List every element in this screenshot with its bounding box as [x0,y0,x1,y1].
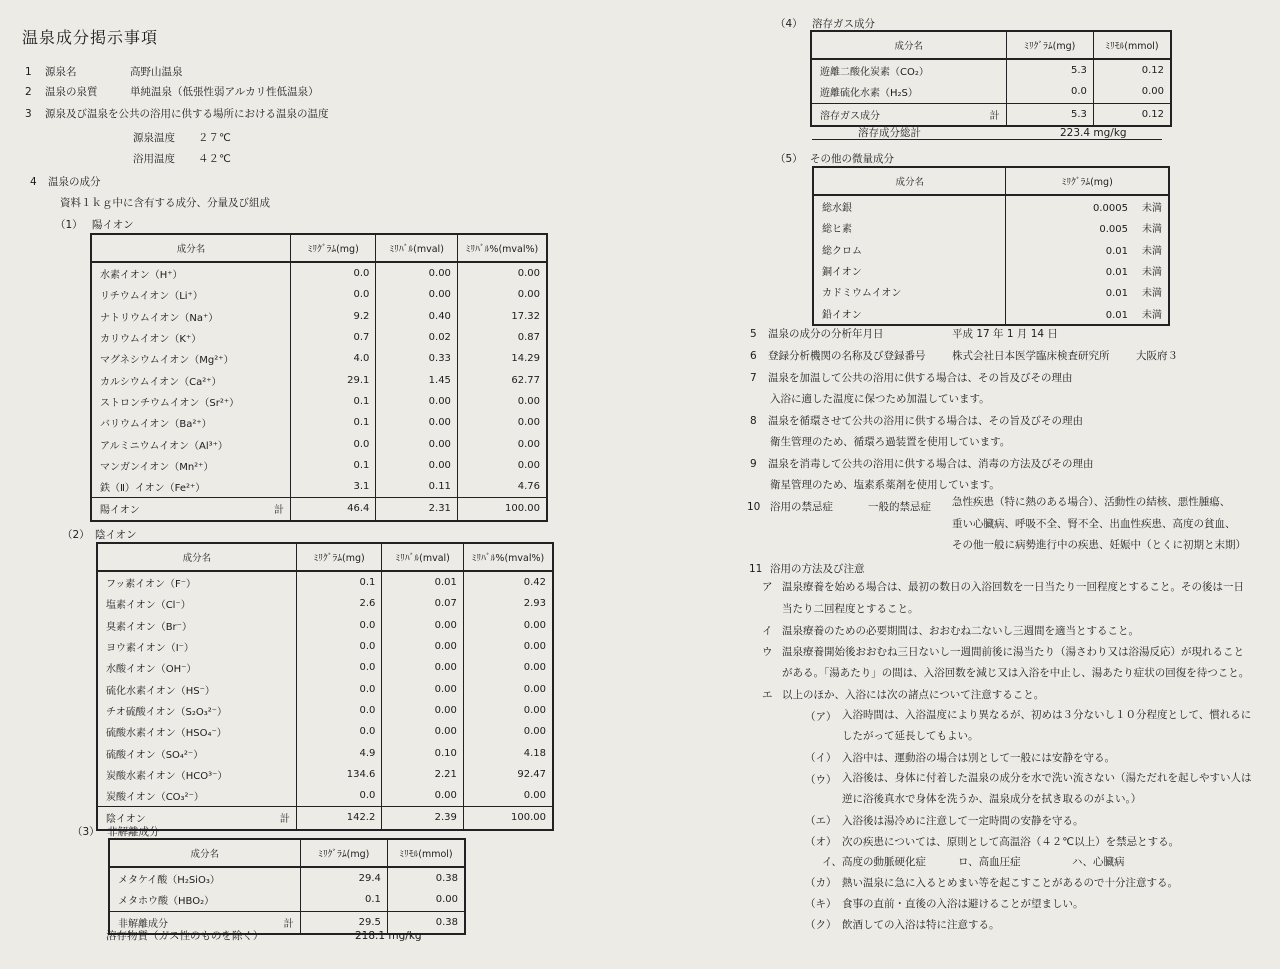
table-cell: 1.45 [376,369,458,390]
table-cell: 鉄（Ⅱ）イオン（Fe²⁺） [100,483,206,495]
trace-qualifier: 未満 [1142,203,1162,215]
table-cell: 0.02 [376,327,458,348]
table-cell: 2.31 [376,498,458,521]
table-cell: 総水銀 [822,203,852,215]
table-cell [1006,281,1169,302]
column-header: ﾐﾘﾊﾞﾙ%(mval%) [463,543,553,571]
note-line: 入浴中は、運動浴の場合は別として一般には安静を守る。 [842,752,1115,764]
table-cell: 水素イオン（H⁺） [100,270,183,282]
item-number: 9 [750,458,757,470]
table-cell: バリウムイオン（Ba²⁺） [100,419,212,431]
column-header: ﾐﾘｸﾞﾗﾑ(mg) [296,543,382,571]
table-cell: 0.1 [290,455,375,476]
table-row [813,281,1169,302]
table-cell: 0.12 [1093,59,1171,81]
table-row [97,764,553,785]
source-name-label: 源泉名 [45,66,77,78]
table-cell: 0.00 [463,678,553,699]
table-cell: 0.00 [376,391,458,412]
note-line: 次の疾患については、原則として高温浴（４２℃以上）を禁忌とする。 [842,836,1180,848]
item-number: 2 [25,86,32,98]
table-row [97,700,553,721]
trace-table [812,166,1170,326]
list-mark: （ア） [805,711,837,723]
item-number: 6 [750,350,757,362]
table-row [91,348,547,369]
source-name-value: 高野山温泉 [130,66,183,78]
contraindication-sub: 一般的禁忌症 [868,501,931,513]
table-cell: 0.0 [296,636,382,657]
table-cell: 9.2 [290,306,375,327]
table-cell: 0.00 [1093,81,1171,103]
table-row [97,657,553,678]
trace-qualifier: 未満 [1142,267,1162,279]
table-cell: 0.10 [382,742,464,763]
table-row [91,369,547,390]
table-cell: 29.5 [300,911,387,934]
table-row [813,195,1169,217]
table-row [91,412,547,433]
table-cell: 硫化水素イオン（HS⁻） [106,685,215,697]
circulation-value: 衛生管理のため、循環ろ過装置を使用しています。 [770,436,1011,448]
list-mark: （オ） [805,836,837,848]
table-cell: 100.00 [457,498,547,521]
contraindication-label: 浴用の禁忌症 [770,501,833,513]
table-cell: 0.40 [376,306,458,327]
table-cell: 0.1 [290,391,375,412]
table-cell: 0.1 [300,889,387,911]
table-cell: 0.0 [296,785,382,807]
table-cell: 0.00 [463,785,553,807]
list-mark: ア [762,581,773,593]
table-cell: リチウムイオン（Li⁺） [100,291,203,303]
column-header: ﾐﾘﾓﾙ(mmol) [387,839,465,867]
table-cell: 0.00 [463,636,553,657]
table-cell: 2.39 [382,807,464,830]
components-label: 温泉の成分 [48,176,101,188]
note-line: がある。「湯あたり」の間は、入浴回数を減じ又は入浴を中止し、湯あたり症状の回復を待つこと。 [782,667,1250,679]
table-cell: 0.00 [382,636,464,657]
table-cell: 0.00 [382,700,464,721]
list-mark: エ [762,689,773,701]
table-cell: 銅イオン [822,267,862,279]
column-header: 成分名 [97,543,296,571]
table-cell: 2.6 [296,593,382,614]
table-cell: 29.4 [300,867,387,889]
section-number: （2） [62,529,90,541]
table-cell: 0.0 [296,657,382,678]
table-row [109,889,465,911]
item-number: 7 [750,372,757,384]
total-label: 陰イオン [106,814,146,826]
table-cell: 0.33 [376,348,458,369]
table-cell: 0.00 [463,721,553,742]
table-cell: 0.1 [290,412,375,433]
table-row [811,59,1171,81]
table-cell: 0.00 [457,262,547,284]
table-cell: 5.3 [1006,59,1093,81]
table-row [813,260,1169,281]
table-cell [1006,302,1169,324]
grand-total-label: 溶存成分総計 [858,127,921,139]
table-cell: 0.7 [290,327,375,348]
heating-value: 入浴に適した温度に保つため加温しています。 [770,393,990,405]
trace-qualifier: 未満 [1142,288,1162,300]
source-temp-value: ２７℃ [198,132,231,144]
table-cell: 4.18 [463,742,553,763]
table-cell: 硫酸イオン（SO₄²⁻） [106,749,204,761]
table-cell: 総ヒ素 [822,224,852,236]
nondiss-table [108,838,466,935]
spring-type-value: 単純温泉（低張性弱アルカリ性低温泉） [130,86,319,98]
table-cell: 0.12 [1093,103,1171,126]
contraindication-line: その他一般に病勢進行中の疾患、妊娠中（とくに初期と末期） [952,539,1246,551]
analysis-date-label: 温泉の成分の分析年月日 [768,328,884,340]
table-cell: 4.76 [457,476,547,498]
table-cell: 0.00 [387,889,465,911]
gas-section-title: 溶存ガス成分 [812,18,875,30]
cation-table [90,233,548,522]
column-header: ﾐﾘｸﾞﾗﾑ(mg) [1006,31,1093,59]
total-label-cell [811,103,1006,126]
table-row [91,476,547,498]
table-cell: 炭酸水素イオン（HCO³⁻） [106,770,228,782]
column-header: ﾐﾘｸﾞﾗﾑ(mg) [1006,167,1169,195]
list-mark: イ [762,625,773,637]
list-mark: （キ） [805,898,837,910]
table-cell: 硫酸水素イオン（HSO₄⁻） [106,728,227,740]
note-line: 温泉療養開始後おおむね三日ないし一週間前後に湯当たり（湯さわり又は浴湯反応）が現れること [782,646,1244,658]
total-mark: 計 [273,505,284,517]
disinfection-label: 温泉を消毒して公共の浴用に供する場合は、消毒の方法及びその理由 [768,458,1094,470]
trace-value: 0.01 [1105,245,1128,257]
column-header: ﾐﾘﾊﾞﾙ(mval) [382,543,464,571]
table-cell: フッ素イオン（F⁻） [106,579,197,591]
table-row [811,81,1171,103]
heating-label: 温泉を加温して公共の浴用に供する場合は、その旨及びその理由 [768,372,1073,384]
table-row [97,742,553,763]
table-cell: 62.77 [457,369,547,390]
total-label: 非解離成分 [118,918,168,930]
item-number: 11 [749,563,763,575]
table-cell: マンガンイオン（Mn²⁺） [100,461,214,473]
table-cell: 0.0 [296,721,382,742]
solute-label: 溶存物質（ガス性のものを除く） [106,930,264,942]
table-row [813,217,1169,238]
table-cell [1006,260,1169,281]
table-row [91,327,547,348]
table-cell: 0.00 [382,657,464,678]
solute-value: 218.1 mg/kg [355,930,422,942]
note-line: 入浴後は湯冷めに注意して一定時間の安静を守る。 [842,815,1084,827]
table-cell: 3.1 [290,476,375,498]
trace-value: 0.005 [1099,224,1128,236]
table-cell: マグネシウムイオン（Mg²⁺） [100,355,234,367]
table-cell: アルミニウムイオン（Al³⁺） [100,440,228,452]
table-cell: 0.00 [382,615,464,636]
item-number: 3 [25,108,32,120]
column-header: ﾐﾘﾓﾙ(mmol) [1093,31,1171,59]
table-cell: ヨウ素イオン（I⁻） [106,643,194,655]
note-line: 温泉療養を始める場合は、最初の数日の入浴回数を一日当たり一回程度とすること。その後は一日 [782,581,1244,593]
table-cell: 炭酸イオン（CO₃²⁻） [106,792,204,804]
table-row [91,455,547,476]
trace-value: 0.01 [1105,288,1128,300]
column-header: ﾐﾘｸﾞﾗﾑ(mg) [300,839,387,867]
trace-qualifier: 未満 [1142,245,1162,257]
contraindication-line: 重い心臓病、呼吸不全、腎不全、出血性疾患、高度の貧血、 [952,518,1236,530]
list-mark: （カ） [805,877,837,889]
trace-qualifier: 未満 [1142,224,1162,236]
disease-item: イ、高度の動脈硬化症 [822,856,927,868]
components-desc: 資料１ｋｇ中に含有する成分、分量及び組成 [60,197,270,209]
trace-section-title: その他の微量成分 [810,153,894,165]
trace-value: 0.0005 [1093,203,1128,215]
total-label-cell [91,498,290,521]
bathing-method-label: 浴用の方法及び注意 [770,563,865,575]
table-cell: 0.0 [290,433,375,454]
table-cell: 総クロム [822,245,862,257]
temperature-label: 源泉及び温泉を公共の浴用に供する場所における温泉の温度 [45,108,329,120]
table-cell: ストロンチウムイオン（Sr²⁺） [100,397,240,409]
table-row [813,302,1169,324]
table-cell: 0.00 [376,433,458,454]
table-cell: 0.00 [376,455,458,476]
table-total-row [811,103,1171,126]
table-row [97,593,553,614]
table-cell: 100.00 [463,807,553,830]
cation-section-title: 陽イオン [92,219,134,231]
table-row [97,678,553,699]
table-cell: 0.1 [296,571,382,593]
table-cell: 0.0 [290,262,375,284]
table-row [97,571,553,593]
table-cell: 0.00 [457,455,547,476]
disinfection-value: 衛星管理のため、塩素系薬剤を使用しています。 [770,479,1000,491]
nondiss-section-title: 非解離成分 [107,826,160,838]
table-cell: 0.11 [376,476,458,498]
table-cell: 0.42 [463,571,553,593]
item-number: 1 [25,66,32,78]
table-cell: 0.38 [387,911,465,934]
table-cell: 0.00 [463,657,553,678]
table-row [97,615,553,636]
table-cell: 0.00 [463,700,553,721]
table-cell: 134.6 [296,764,382,785]
gas-table [810,30,1172,127]
list-mark: ウ [762,646,773,658]
table-cell: 4.0 [290,348,375,369]
table-cell: 0.00 [376,284,458,305]
item-number: 8 [750,415,757,427]
table-cell: 0.00 [457,284,547,305]
table-cell: 遊離硫化水素（H₂S） [820,88,918,100]
table-cell: カドミウムイオン [822,288,902,300]
table-total-row [97,807,553,830]
table-row [97,721,553,742]
total-mark: 計 [279,814,290,826]
table-cell: チオ硫酸イオン（S₂O₃²⁻） [106,706,228,718]
column-header: 成分名 [91,234,290,262]
item-number: 5 [750,328,757,340]
trace-value: 0.01 [1105,267,1128,279]
table-cell: 臭素イオン（Br⁻） [106,621,192,633]
trace-qualifier: 未満 [1142,309,1162,321]
section-number: （1） [55,219,83,231]
section-number: （4） [775,18,803,30]
table-cell: 142.2 [296,807,382,830]
table-cell: 0.0 [296,615,382,636]
note-line: 熱い温泉に急に入るとめまい等を起こすことがあるので十分注意する。 [842,877,1178,889]
table-cell: 0.00 [457,433,547,454]
section-number: （3） [72,826,100,838]
disease-item: ロ、高血圧症 [958,856,1021,868]
list-mark: （ウ） [805,774,837,786]
table-row [91,284,547,305]
total-mark: 計 [989,110,1000,122]
table-cell: カリウムイオン（K⁺） [100,334,202,346]
table-cell: 92.47 [463,764,553,785]
table-total-row [91,498,547,521]
table-cell: 0.00 [376,412,458,433]
note-line: 以上のほか、入浴には次の諸点について注意すること。 [782,689,1045,701]
total-label: 陽イオン [100,505,140,517]
note-line: したがって延長してもよい。 [842,730,979,742]
note-line: 入浴時間は、入浴温度により異なるが、初めは３分ないし１０分程度として、慣れるに [842,709,1252,721]
contraindication-line: 急性疾患（特に熱のある場合）、活動性の結核、悪性腫瘍、 [952,496,1231,508]
table-cell: カルシウムイオン（Ca²⁺） [100,376,222,388]
list-mark: （エ） [805,815,837,827]
total-underline [812,139,1162,140]
total-mark: 計 [283,918,294,930]
table-cell: 0.0 [296,678,382,699]
table-cell: メタホウ酸（HBO₂） [118,896,215,908]
section-number: （5） [775,153,803,165]
table-cell: 5.3 [1006,103,1093,126]
note-line: 逆に浴後真水で身体を洗うか、温泉成分を拭き取るのがよい。） [842,793,1142,805]
circulation-label: 温泉を循環させて公共の浴用に供する場合は、その旨及びその理由 [768,415,1083,427]
item-number: 10 [747,501,761,513]
column-header: ﾐﾘﾊﾞﾙ%(mval%) [457,234,547,262]
table-cell [1006,239,1169,260]
table-cell: 0.0 [290,284,375,305]
table-cell: 塩素イオン（Cl⁻） [106,600,191,612]
table-cell: 鉛イオン [822,309,862,321]
note-line: 温泉療養のための必要期間は、おおむね二ないし三週間を適当とすること。 [782,625,1139,637]
table-cell: 0.07 [382,593,464,614]
anion-section-title: 陰イオン [95,529,137,541]
table-cell: 0.00 [382,678,464,699]
lab-name: 株式会社日本医学臨床検査研究所 [952,350,1110,362]
source-temp-label: 源泉温度 [133,132,175,144]
table-cell: 17.32 [457,306,547,327]
column-header: 成分名 [813,167,1006,195]
item-number: 4 [30,176,37,188]
table-cell [1006,217,1169,238]
list-mark: （イ） [805,752,837,764]
note-line: 食事の直前・直後の入浴は避けることが望ましい。 [842,898,1084,910]
table-cell: メタケイ酸（H₂SiO₃） [118,875,220,887]
table-cell [1006,195,1169,217]
table-cell: 29.1 [290,369,375,390]
table-cell: 4.9 [296,742,382,763]
table-cell: 14.29 [457,348,547,369]
note-line: 入浴後は、身体に付着した温泉の成分を水で洗い流さない（湯ただれを起しやすい人は [842,772,1252,784]
table-row [91,433,547,454]
total-label: 溶存ガス成分 [820,110,880,122]
table-cell: 0.00 [382,785,464,807]
table-cell: 0.00 [376,262,458,284]
table-row [109,867,465,889]
table-cell: 0.01 [382,571,464,593]
grand-total-value: 223.4 mg/kg [1060,127,1127,139]
trace-value: 0.01 [1105,309,1128,321]
table-row [91,306,547,327]
anion-table [96,542,554,831]
table-cell: 0.0 [1006,81,1093,103]
table-cell: 0.38 [387,867,465,889]
table-row [813,239,1169,260]
table-cell: 46.4 [290,498,375,521]
table-cell: ナトリウムイオン（Na⁺） [100,312,219,324]
column-header: ﾐﾘﾊﾞﾙ(mval) [376,234,458,262]
list-mark: （ク） [805,919,837,931]
table-cell: 2.21 [382,764,464,785]
table-row [97,785,553,807]
lab-registration: 大阪府３ [1136,350,1178,362]
table-row [91,262,547,284]
note-line: 飲酒しての入浴は特に注意する。 [842,919,1000,931]
note-line: 当たり二回程度とすること。 [782,603,919,615]
column-header: 成分名 [109,839,300,867]
table-cell: 0.00 [463,615,553,636]
page-title: 温泉成分掲示事項 [22,28,159,47]
table-cell: 0.00 [457,391,547,412]
table-cell: 水酸イオン（OH⁻） [106,664,197,676]
table-cell: 0.87 [457,327,547,348]
bath-temp-value: ４２℃ [198,153,231,165]
bath-temp-label: 浴用温度 [133,153,175,165]
spring-type-label: 温泉の泉質 [45,86,98,98]
disease-item: ハ、心臓病 [1072,856,1125,868]
column-header: ﾐﾘｸﾞﾗﾑ(mg) [290,234,375,262]
table-row [91,391,547,412]
table-cell: 遊離二酸化炭素（CO₂） [820,67,929,79]
lab-label: 登録分析機関の名称及び登録番号 [768,350,926,362]
table-cell: 0.00 [457,412,547,433]
column-header: 成分名 [811,31,1006,59]
table-row [97,636,553,657]
table-cell: 2.93 [463,593,553,614]
table-cell: 0.0 [296,700,382,721]
table-cell: 0.00 [382,721,464,742]
analysis-date-value: 平成 17 年 1 月 14 日 [952,328,1058,340]
